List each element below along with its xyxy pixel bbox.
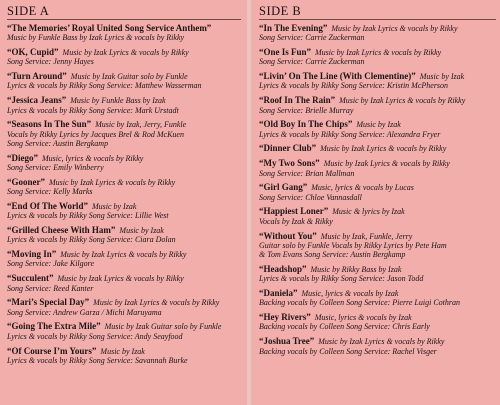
track-header-line [259, 207, 496, 216]
track-credits: Music by Izak Lyrics & vocals by Rikky [318, 337, 445, 347]
track-title: “Happiest Loner” [259, 207, 329, 217]
track-title: “The Memories’ Royal United Song Service Anthem” [7, 24, 212, 33]
track-entry [259, 96, 496, 115]
track-credits: Music, lyrics & vocals by Rikky [42, 153, 144, 163]
track-entry [7, 72, 241, 91]
track-title: “Dinner Club” [259, 144, 317, 154]
track-credits: Music by Izak [100, 346, 145, 356]
track-entry [7, 322, 241, 341]
track-credit-line: Lyrics & vocals by Rikky Song Service: Lillie West [7, 211, 169, 221]
track-entry [7, 96, 241, 115]
track-credit-line: Vocals by Rikky Lyrics by Jacques Brel & Rod McKuen [7, 129, 184, 139]
track-credit-line: Song Service: Brian Mallman [259, 168, 355, 178]
track-credits: Music by Rikky Bass by Izak [310, 264, 402, 274]
track-credit-line: Guitar solo by Funkle Vocals by Rikky Lyrics by Pete Ham [259, 240, 447, 250]
track-credits: Music, lyrics & vocals by Izak [314, 313, 412, 323]
track-title: “Seasons In The Sun” [7, 120, 92, 130]
track-credit-line: Song Service: Carrie Zuckerman [259, 57, 365, 67]
track-title: “Going The Extra Mile” [7, 322, 101, 332]
track-credit-line: Song Service: Reed Kanter [7, 283, 94, 293]
track-entry [7, 48, 241, 67]
track-entry [7, 24, 241, 43]
track-credits: Music by Izak Guitar solo by Funkle [70, 72, 188, 82]
track-credits: Music by Izak [119, 226, 164, 236]
track-header-line [259, 48, 496, 57]
track-credits: Music by Izak Lyrics & vocals by Rikky [49, 177, 176, 187]
track-credits: Music by Izak Lyrics & vocals by Rikky [331, 24, 458, 33]
track-credit-line: Backing vocals by Colleen Song Service: Chris Early [259, 322, 430, 332]
track-credits: Music by Izak Lyrics & vocals by Rikky [93, 298, 220, 308]
track-credit-line: Song Service: Andrew Garza / Michi Maruyama [7, 307, 162, 317]
track-entry [259, 337, 496, 356]
track-title: “Moving In” [7, 250, 57, 260]
track-entry [259, 144, 496, 153]
track-title: “Daniela” [259, 289, 298, 299]
track-credits: Music by Izak Lyrics & vocals by Rikky [315, 48, 442, 58]
track-header-line [259, 265, 496, 274]
track-entry [7, 298, 241, 317]
track-title: “Old Boy In The Chips” [259, 120, 353, 130]
track-header-line [259, 232, 496, 241]
track-credits: Music by Izak [91, 201, 137, 211]
track-title: “Girl Gang” [259, 183, 308, 193]
track-credit-line: Backing vocals by Colleen Song Service: Rachel Visger [259, 346, 437, 356]
side-b-title: SIDE B [259, 2, 496, 20]
track-credits: Music by Izak Lyrics & vocals by Rikky [323, 159, 450, 169]
track-header-line [259, 337, 496, 346]
track-header-line [259, 72, 496, 81]
track-header-line [7, 322, 241, 331]
track-entry [259, 72, 496, 91]
track-credit-line: Lyrics & vocals by Rikky Song Service: Alexandra Fryer [259, 129, 441, 139]
track-entry [7, 226, 241, 245]
track-header-line [259, 96, 496, 105]
track-credits: Music by Izak [356, 120, 401, 130]
track-credits: Music, lyrics & vocals by Izak [301, 289, 399, 299]
track-title: “Headshop” [259, 264, 307, 274]
track-header-line [259, 144, 496, 153]
track-title: “Roof In The Rain” [259, 96, 336, 106]
track-credit-line: & Tom Evans Song Service: Austin Bergkamp [259, 250, 406, 260]
track-credits: Music by Izak [419, 72, 465, 82]
track-header-line [259, 120, 496, 129]
track-credit-line: Vocals by Izak & Rikky [259, 216, 333, 226]
track-credit-line: Song Service: Brielle Murray [259, 105, 354, 115]
side-b-panel [251, 0, 500, 405]
track-entry [259, 289, 496, 308]
track-credits: Music by Izak Guitar solo by Funkle [104, 322, 222, 332]
track-header-line [259, 159, 496, 168]
track-entry [7, 178, 241, 197]
track-credits: Music by Izak Lyrics & vocals by Rikky [320, 144, 447, 154]
track-credit-line: Lyrics & vocals by Rikky Song Service: Kristin McPherson [259, 81, 449, 91]
track-entry [259, 24, 496, 43]
track-title: “Hey Rivers” [259, 313, 311, 323]
track-header-line [7, 178, 241, 187]
track-credits: Music, lyrics & vocals by Lucas [311, 183, 414, 193]
track-credit-line: Song Service: Chloe Vannasdall [259, 192, 362, 202]
track-title: “Of Course I’m Yours” [7, 346, 97, 356]
track-header-line [7, 202, 241, 211]
track-entry [259, 265, 496, 284]
track-header-line [7, 298, 241, 307]
track-title: “Jessica Jeans” [7, 96, 67, 106]
track-header-line [7, 24, 241, 33]
track-title: “OK, Cupid” [7, 48, 59, 58]
track-entry [259, 183, 496, 202]
track-title: “Livin’ On The Line (With Clementine)” [259, 72, 416, 82]
track-credits: Music by Izak Lyrics & vocals by Rikky [339, 96, 466, 106]
track-entry [259, 207, 496, 226]
track-title: “One Is Fun” [259, 48, 312, 58]
track-header-line [7, 347, 241, 356]
track-title: “My Two Sons” [259, 159, 320, 169]
track-credit-line: Backing vocals by Colleen Song Service: Pierre Luigi Cothran [259, 298, 460, 308]
track-credit-line: Lyrics & vocals by Rikky Song Service: Matthew Wasserman [7, 81, 202, 91]
track-header-line [259, 24, 496, 33]
track-credit-line: Song Service: Jake Kilgore [7, 259, 95, 269]
track-title: “In The Evening” [259, 24, 328, 33]
track-credit-line: Song Service: Jenny Hayes [7, 57, 94, 67]
track-header-line [7, 96, 241, 105]
track-entry [7, 347, 241, 366]
track-title: “Succulent” [7, 274, 54, 284]
track-entry [7, 250, 241, 269]
track-entry [7, 274, 241, 293]
track-credit-line: Lyrics & vocals by Rikky Song Service: Mark Urstadt [7, 105, 179, 115]
track-credit-line: Lyrics & vocals by Rikky Song Service: Savannah Burke [7, 355, 188, 365]
track-entry [7, 154, 241, 173]
track-title: “Joshua Tree” [259, 337, 315, 347]
track-credits: Music by Izak Lyrics & vocals by Rikky [60, 250, 187, 260]
track-credit-line: Song Service: Carrie Zuckerman [259, 33, 365, 43]
side-a-track-list [7, 24, 241, 365]
track-header-line [7, 274, 241, 283]
track-credit-line: Lyrics & vocals by Rikky Song Service: Andy Seayfood [7, 331, 183, 341]
track-credits: Music by Izak Lyrics & vocals by Rikky [57, 274, 184, 284]
track-title: “Turn Around” [7, 72, 67, 82]
track-header-line [7, 154, 241, 163]
track-entry [259, 159, 496, 178]
track-entry [7, 120, 241, 148]
side-a-panel [0, 0, 247, 405]
track-credits: Music by Funkle Bass by Izak [70, 96, 166, 106]
track-credit-line: Lyrics & vocals by Rikky Song Service: Ciara Dolan [7, 235, 176, 245]
side-a-title: SIDE A [7, 2, 241, 20]
track-credits: Music by Izak, Jerry, Funkle [95, 120, 187, 130]
track-credit-line: Song Service: Emily Winberry [7, 163, 104, 173]
track-header-line [259, 289, 496, 298]
track-title: “Without You” [259, 231, 317, 241]
track-title: “Gooner” [7, 177, 45, 187]
track-credit-line: Song Service: Austin Bergkamp [7, 138, 109, 148]
track-title: “Diego” [7, 153, 38, 163]
track-credit-line: Lyrics & vocals by Rikky Song Service: Jason Todd [259, 274, 424, 284]
track-entry [7, 202, 241, 221]
track-header-line [7, 48, 241, 57]
track-entry [259, 232, 496, 260]
track-header-line [7, 72, 241, 81]
track-header-line [259, 313, 496, 322]
track-entry [259, 313, 496, 332]
track-credits: Music & lyrics by Izak [332, 207, 405, 217]
track-header-line [259, 183, 496, 192]
track-credits: Music by Izak, Funkle, Jerry [320, 231, 413, 241]
track-header-line [7, 250, 241, 259]
side-b-track-list [259, 24, 496, 356]
track-header-line [7, 120, 241, 129]
track-entry [259, 120, 496, 139]
track-title: “End Of The World” [7, 201, 88, 211]
track-credit-line: Music by Funkle Bass by Izak Lyrics & vocals by Rikky [7, 33, 185, 43]
track-entry [259, 48, 496, 67]
track-credits: Music by Izak Lyrics & vocals by Rikky [62, 48, 189, 58]
track-header-line [7, 226, 241, 235]
track-title: “Grilled Cheese With Ham” [7, 226, 116, 236]
track-title: “Mari’s Special Day” [7, 298, 90, 308]
track-credit-line: Song Service: Kelly Marks [7, 187, 93, 197]
